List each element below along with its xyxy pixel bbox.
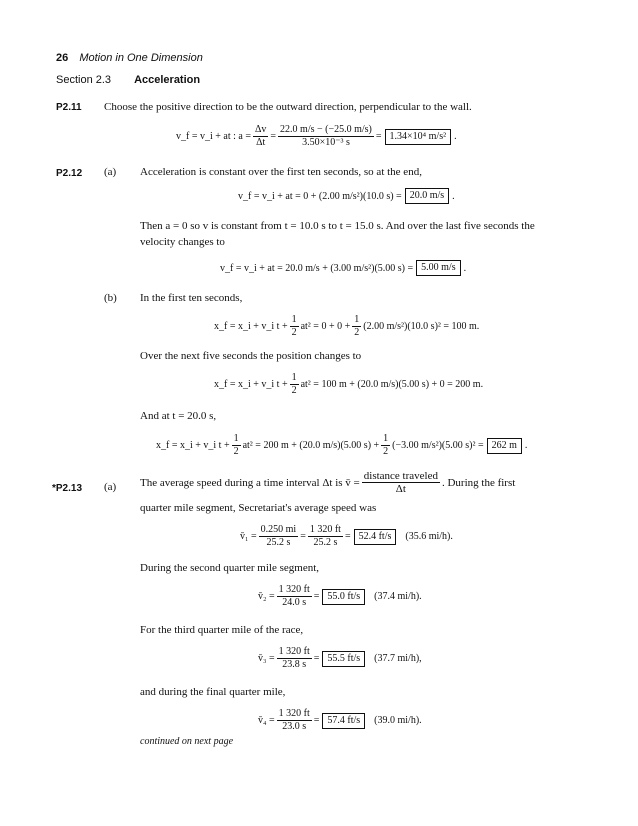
frac-denominator: 2 [291, 327, 297, 338]
eq-text: (37.4 mi/h). [374, 591, 422, 602]
section-label: Section 2.3 [56, 74, 112, 86]
p2-12-a-text: Acceleration is constant over the first ten seconds, so at the end, [140, 166, 422, 178]
eq-text: x_f = x_i + v_i t + [214, 379, 288, 390]
half-fraction [381, 433, 390, 458]
frac-numerator: 1 [291, 314, 297, 325]
v1-answer-box: 52.4 ft/s [354, 529, 397, 545]
v2-answer-box: 55.0 ft/s [322, 589, 365, 605]
eq-text: (35.6 mi/h). [405, 531, 453, 542]
frac-numerator: 1 [383, 433, 389, 444]
frac-numerator: 1 [233, 433, 239, 444]
frac-denominator: 2 [383, 446, 389, 457]
page-number: 26 [56, 52, 69, 64]
p2-12-b-equation-2 [214, 372, 483, 397]
p2-12-b-text-3: And at t = 20.0 s, [140, 410, 217, 422]
eq-text: v̄₁ = [240, 531, 257, 542]
eq-text: v̄₄ = [258, 715, 275, 726]
running-header [56, 52, 203, 64]
eq-text: at² = 0 + 0 + [300, 321, 351, 332]
frac [308, 524, 343, 549]
problem-number-p2-12: P2.12 [56, 168, 83, 179]
p2-12-a-answer-box-2: 5.00 m/s [416, 260, 460, 276]
eq-text: (2.00 m/s²)(10.0 s)² = 100 m. [363, 321, 480, 332]
p2-13-v4-equation: v̄₄ = $\frac{1 320 ft}{23.0 s}$ = 57.4 ft/s (39.0 mi/h). [258, 708, 422, 732]
frac-numerator: 1 [354, 314, 360, 325]
p2-12-b-text-2: Over the next five seconds the position changes to [140, 350, 362, 362]
problem-number-p2-13: *P2.13 [52, 483, 83, 494]
p2-13-v1-equation: v̄₁ = $\frac{0.250 mi}{25.2 s}$ = $\frac{1 320 ft}{25.2 s}$ = 52.4 ft/s (35.6 mi/h). [240, 524, 453, 548]
p2-12-part-a-label: (a) [104, 166, 117, 178]
frac [277, 584, 312, 609]
p2-12-a-equation: v_f = v_i + at = 0 + (2.00 m/s²)(10.0 s) = 20.0 m/s . [238, 188, 455, 204]
frac-denominator: Δt [256, 137, 266, 148]
frac-denominator: Δt [395, 483, 406, 495]
eq-text: (−3.00 m/s²)(5.00 s)² = [392, 440, 484, 451]
v3-answer-box: 55.5 ft/s [322, 651, 365, 667]
frac-denominator: 2 [291, 385, 297, 396]
eq-text: (39.0 mi/h). [374, 715, 422, 726]
p2-12-b-equation-3: x_f = x_i + v_i t + $\frac{1}{2}$ at² = 200 m + (20.0 m/s)(5.00 s) + $\frac{1}{2}$ (−3.00 m/s²)(5.00 s)² = 262 m . [156, 433, 528, 457]
p2-13-text-final: and during the final quarter mile, [140, 686, 286, 698]
eq-text: (37.7 mi/h), [374, 653, 422, 664]
p2-13-v3-equation: v̄₃ = $\frac{1 320 ft}{23.8 s}$ = 55.5 ft/s (37.7 mi/h), [258, 646, 422, 670]
eq-text: at² = 100 m + (20.0 m/s)(5.00 s) + 0 = 200 m. [300, 379, 484, 390]
frac-denominator: 23.8 s [282, 659, 307, 670]
frac-numerator: 1 320 ft [278, 646, 310, 657]
p2-12-b-equation-1 [214, 314, 479, 339]
p2-13-a-text-line [140, 470, 515, 495]
eq-text: at² = 200 m + (20.0 m/s)(5.00 s) + [242, 440, 380, 451]
p2-11-eq-lhs: v_f = v_i + at : a = [176, 131, 251, 142]
p2-13-v2-equation: v̄₂ = $\frac{1 320 ft}{24.0 s}$ = 55.0 ft/s (37.4 mi/h). [258, 584, 422, 608]
frac-denominator: 24.0 s [282, 597, 307, 608]
half-fraction [352, 314, 361, 339]
eq-text: x_f = x_i + v_i t + [214, 321, 288, 332]
p2-13-text-second: During the second quarter mile segment, [140, 562, 320, 574]
p2-11-frac-values [278, 124, 374, 149]
half-fraction [232, 433, 241, 458]
v4-answer-box: 57.4 ft/s [322, 713, 365, 729]
frac-denominator: 23.0 s [282, 721, 307, 732]
frac [277, 646, 312, 671]
p2-12-a-then: Then a = 0 so v is constant from t = 10.0 s to t = 15.0 s. And over the last five seconds the velocity changes to [140, 220, 535, 248]
eq-text: The average speed during a time interval Δt is v̄ = [140, 476, 360, 489]
section-name: Acceleration [134, 74, 201, 86]
frac-denominator: 2 [354, 327, 360, 338]
p2-13-text-third: For the third quarter mile of the race, [140, 624, 304, 636]
frac [277, 708, 312, 733]
p2-12-b-answer-box: 262 m [487, 438, 522, 454]
frac-numerator: 1 320 ft [278, 708, 310, 719]
eq-text: v̄₂ = [258, 591, 275, 602]
eq-text: v_f = v_i + at = 20.0 m/s + (3.00 m/s²)(5.00 s) = [220, 262, 414, 274]
frac-numerator: 1 320 ft [278, 584, 310, 595]
problem-number-p2-11: P2.11 [56, 102, 82, 113]
p2-12-part-b-label: (b) [104, 292, 117, 304]
half-fraction [290, 314, 299, 339]
frac-denominator: 25.2 s [266, 537, 291, 548]
frac-numerator: 0.250 mi [260, 524, 297, 535]
continued-note: continued on next page [140, 736, 234, 747]
frac [259, 524, 299, 549]
eq-text: v_f = v_i + at = 0 + (2.00 m/s²)(10.0 s) = [238, 190, 402, 202]
frac-numerator: 22.0 m/s − (−25.0 m/s) [280, 124, 372, 135]
p2-11-answer-box: 1.34×10⁴ m/s² [385, 129, 452, 145]
p2-11-frac-delta [253, 124, 268, 149]
half-fraction [290, 372, 299, 397]
frac-numerator: Δv [254, 124, 267, 135]
p2-13-a-text-2: quarter mile segment, Secretariat's average speed was [140, 502, 377, 514]
eq-text: v̄₃ = [258, 653, 275, 664]
eq-text: . During the first [441, 476, 516, 489]
p2-11-text: Choose the positive direction to be the outward direction, perpendicular to the wall. [104, 101, 472, 113]
avg-speed-fraction [362, 470, 440, 495]
p2-11-equation: v_f = v_i + at : a = $\frac{\Delta v}{\Delta t}$ = $\frac{22.0 m/s - (-25.0 m/s)}{\text{3.50×10⁻³ s}}$ = 1.34×10⁴ m/s² . [176, 124, 457, 148]
chapter-title: Motion in One Dimension [79, 52, 203, 64]
frac-denominator: 25.2 s [313, 537, 338, 548]
frac-denominator: 3.50×10⁻³ s [302, 137, 350, 148]
section-heading [56, 74, 200, 86]
p2-12-b-text: In the first ten seconds, [140, 292, 243, 304]
frac-denominator: 2 [233, 446, 239, 457]
eq-text: x_f = x_i + v_i t + [156, 440, 230, 451]
frac-numerator: 1 [291, 372, 297, 383]
p2-13-part-a-label: (a) [104, 481, 117, 493]
p2-12-a-answer-box: 20.0 m/s [405, 188, 449, 204]
p2-12-a-equation-2: v_f = v_i + at = 20.0 m/s + (3.00 m/s²)(5.00 s) = 5.00 m/s . [220, 260, 466, 276]
frac-numerator: distance traveled [363, 470, 438, 482]
frac-numerator: 1 320 ft [309, 524, 341, 535]
